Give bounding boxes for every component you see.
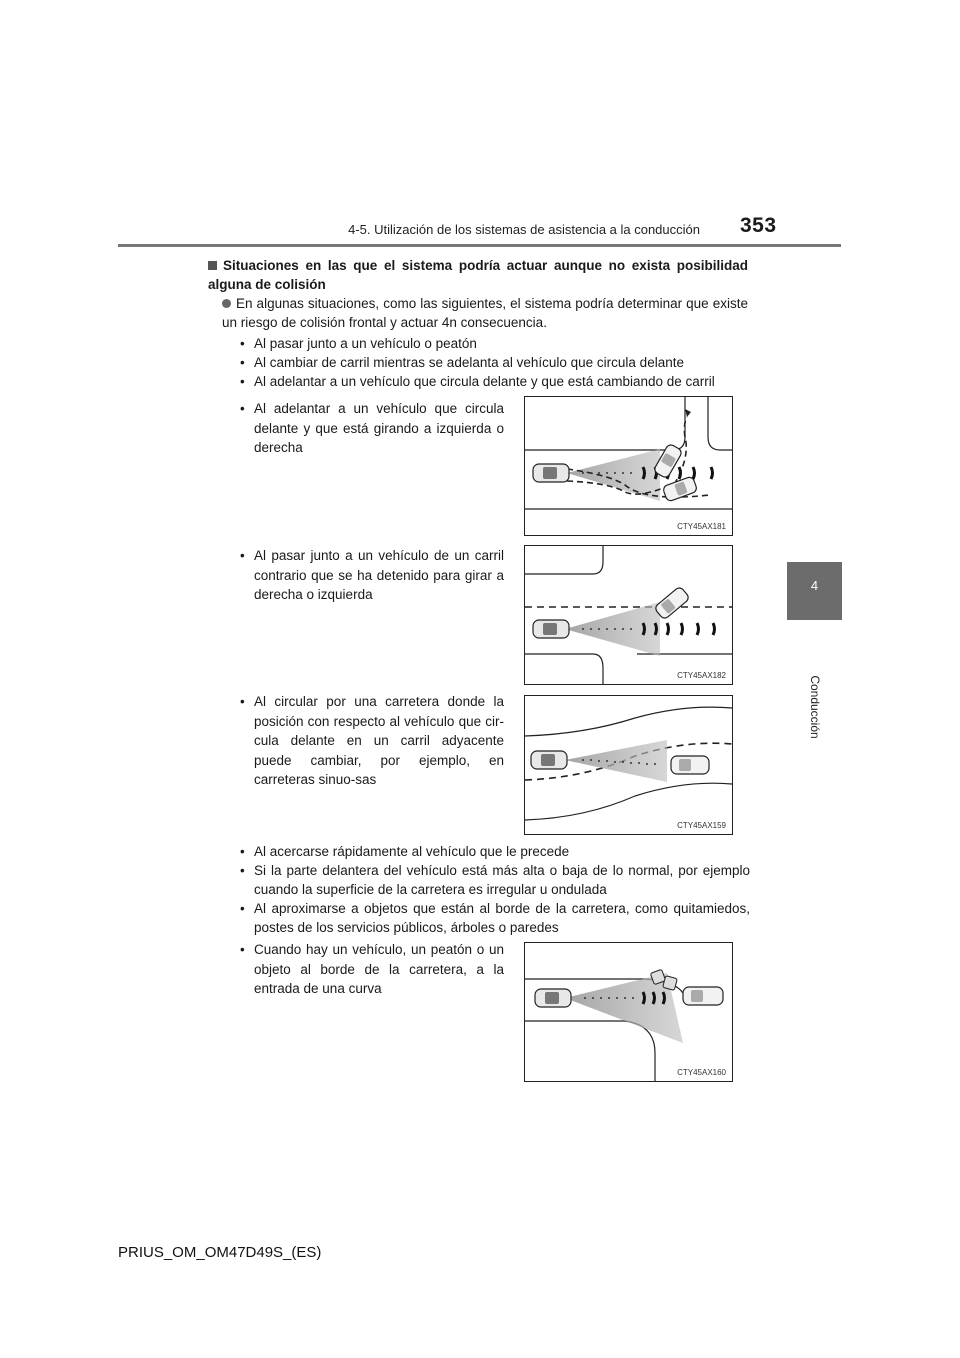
page-number: 353	[740, 214, 777, 237]
intro-paragraph: En algunas situaciones, como las siguientes, el sistema podría determinar que existe un riesgo de colisión frontal y actuar 4n consecuencia.	[222, 296, 748, 330]
square-bullet-icon	[208, 261, 217, 270]
figure-curve-entrance	[524, 942, 733, 1082]
list-item: • Si la parte delantera del vehículo está más alta o baja de lo normal, por ejemplo cuando la superficie de la carretera es irregular u ondulada	[240, 861, 750, 899]
header-rule	[118, 244, 841, 247]
figure-code: CTY45AX181	[677, 522, 726, 531]
diagram-illustration	[525, 546, 732, 684]
section-title: 4-5. Utilización de los sistemas de asistencia a la conducción	[348, 222, 700, 237]
list-item: • Al adelantar a un vehículo que circula delante y que está cambiando de carril	[240, 372, 750, 391]
bullet-list-top	[240, 334, 750, 391]
figure-code: CTY45AX182	[677, 671, 726, 680]
diagram-illustration	[525, 943, 732, 1081]
list-item: • Al aproximarse a objetos que están al borde de la carretera, como quitamiedos, postes de los servicios públicos, árboles o paredes	[240, 899, 750, 937]
figure-3-caption: • Al circular por una carretera donde la posición con respecto al vehículo que cir-cula delante en un carril adyacente puede cambiar, por ejemplo, en carreteras sinuo-sas	[240, 692, 504, 790]
section-heading: Situaciones en las que el sistema podría actuar aunque no exista posibilidad alguna de colisión	[208, 258, 748, 292]
figure-code: CTY45AX160	[677, 1068, 726, 1077]
figure-winding-road	[524, 695, 733, 835]
figure-2-caption: • Al pasar junto a un vehículo de un carril contrario que se ha detenido para girar a derecha o izquierda	[240, 546, 504, 605]
list-item: • Al acercarse rápidamente al vehículo que le precede	[240, 842, 750, 861]
figure-overtaking-turning-vehicle	[524, 396, 733, 536]
figure-1-caption: • Al adelantar a un vehículo que circula delante y que está girando a izquierda o derecha	[240, 399, 504, 458]
figure-code: CTY45AX159	[677, 821, 726, 830]
figure-oncoming-stopped-vehicle	[524, 545, 733, 685]
circle-bullet-icon	[222, 299, 231, 308]
chapter-label: Conducción	[808, 675, 822, 739]
diagram-illustration	[525, 696, 732, 834]
figure-4-caption: • Cuando hay un vehículo, un peatón o un objeto al borde de la carretera, a la entrada de una curva	[240, 940, 504, 999]
document-footer: PRIUS_OM_OM47D49S_(ES)	[118, 1244, 322, 1261]
list-item: • Al cambiar de carril mientras se adelanta al vehículo que circula delante	[240, 353, 750, 372]
bullet-list-middle	[240, 842, 750, 937]
diagram-illustration	[525, 397, 732, 535]
chapter-number: 4	[810, 578, 819, 593]
list-item: • Al pasar junto a un vehículo o peatón	[240, 334, 750, 353]
